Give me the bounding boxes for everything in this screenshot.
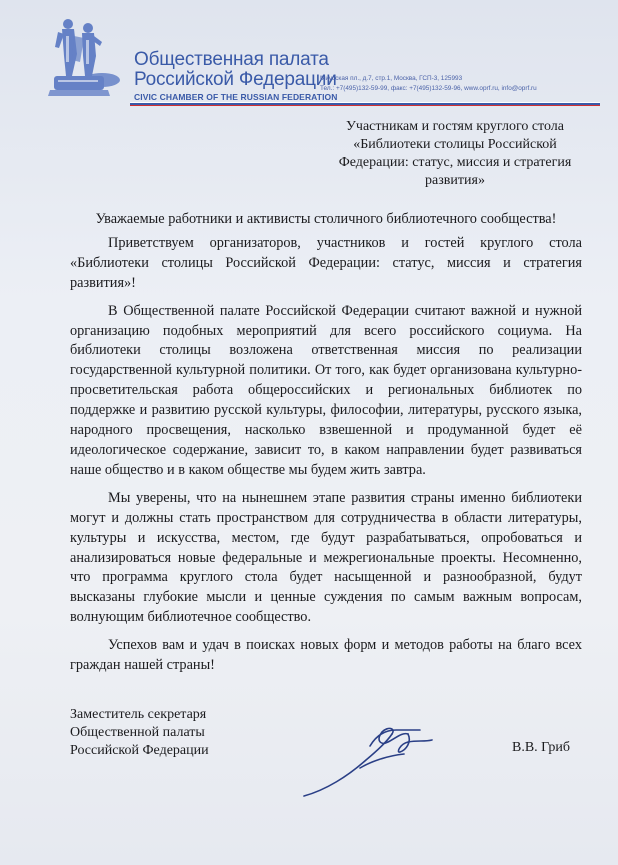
org-name-en: CIVIC CHAMBER OF THE RUSSIAN FEDERATION <box>134 92 338 102</box>
org-name-line1: Общественная палата <box>134 49 329 70</box>
phones: Тел.: +7(495)132-59-99, факс: +7(495)132-59-96, www.oprf.ru, info@oprf.ru <box>320 85 537 92</box>
signer-name: В.В. Гриб <box>512 740 571 755</box>
paragraph: Мы уверены, что на нынешнем этапе развития страны именно библиотеки могут и должны стать пространством для сотрудничества в области литературы, культуры и искусства, местом, где будут разрабатываться, опробоваться и анализироваться новые федеральные и межрегиональные проекты. Несомненно, что программа круглого стола будет насыщенной и разнообразной, будут высказаны глубокие мысли и ценные суждения по самым важным вопросам, волнующим библиотечное сообщество. <box>70 489 582 626</box>
chamber-emblem-icon <box>44 14 130 98</box>
handwritten-signature-icon <box>296 712 468 804</box>
paragraph: В Общественной палате Российской Федерации считают важной и нужной организацию подобных мероприятий для всего российского социума. На библиотеки столицы возложена ответственная миссия по реализации государственной культурной политики. От того, как будет организована культурно-просветительская работа общероссийских и региональных библиотек по поддержке и развитию русской культуры, философии, литературы, русского языка, народного просвещения, насколько взвешенной и продуманной будет её идеологическое содержание, зависит то, в каком направлении будет развиваться наше общество и в каком обществе мы будем жить завтра. <box>70 302 582 478</box>
addressee <box>330 118 580 190</box>
addressee-line: Участникам и гостям круглого стола <box>345 119 565 134</box>
signer-title-line: Общественной палаты <box>70 725 205 740</box>
salutation: Уважаемые работники и активисты столичного библиотечного сообщества! <box>95 211 557 227</box>
addressee-line: развития» <box>425 173 485 188</box>
paragraph: Приветствуем организаторов, участников и гостей круглого стола «Библиотеки столицы Российской Федерации: статус, миссия и стратегия развития»! <box>70 234 582 291</box>
signer-title-line: Российской Федерации <box>70 743 209 758</box>
addressee-line: Федерации: статус, миссия и стратегия <box>338 155 572 170</box>
signer-title-line: Заместитель секретаря <box>70 707 207 722</box>
letter-body <box>70 204 582 684</box>
contacts <box>320 74 537 94</box>
flag-stripe <box>130 102 600 106</box>
addressee-line: «Библиотеки столицы Российской <box>353 137 557 152</box>
signer-title <box>70 706 209 760</box>
paragraph: Успехов вам и удач в поисках новых форм и методов работы на благо всех граждан нашей страны! <box>70 637 582 674</box>
org-name-line2: Российской Федерации <box>134 69 337 90</box>
org-name <box>134 50 337 90</box>
address: Миусская пл., д.7, стр.1, Москва, ГСП-3, 125993 <box>320 75 463 82</box>
